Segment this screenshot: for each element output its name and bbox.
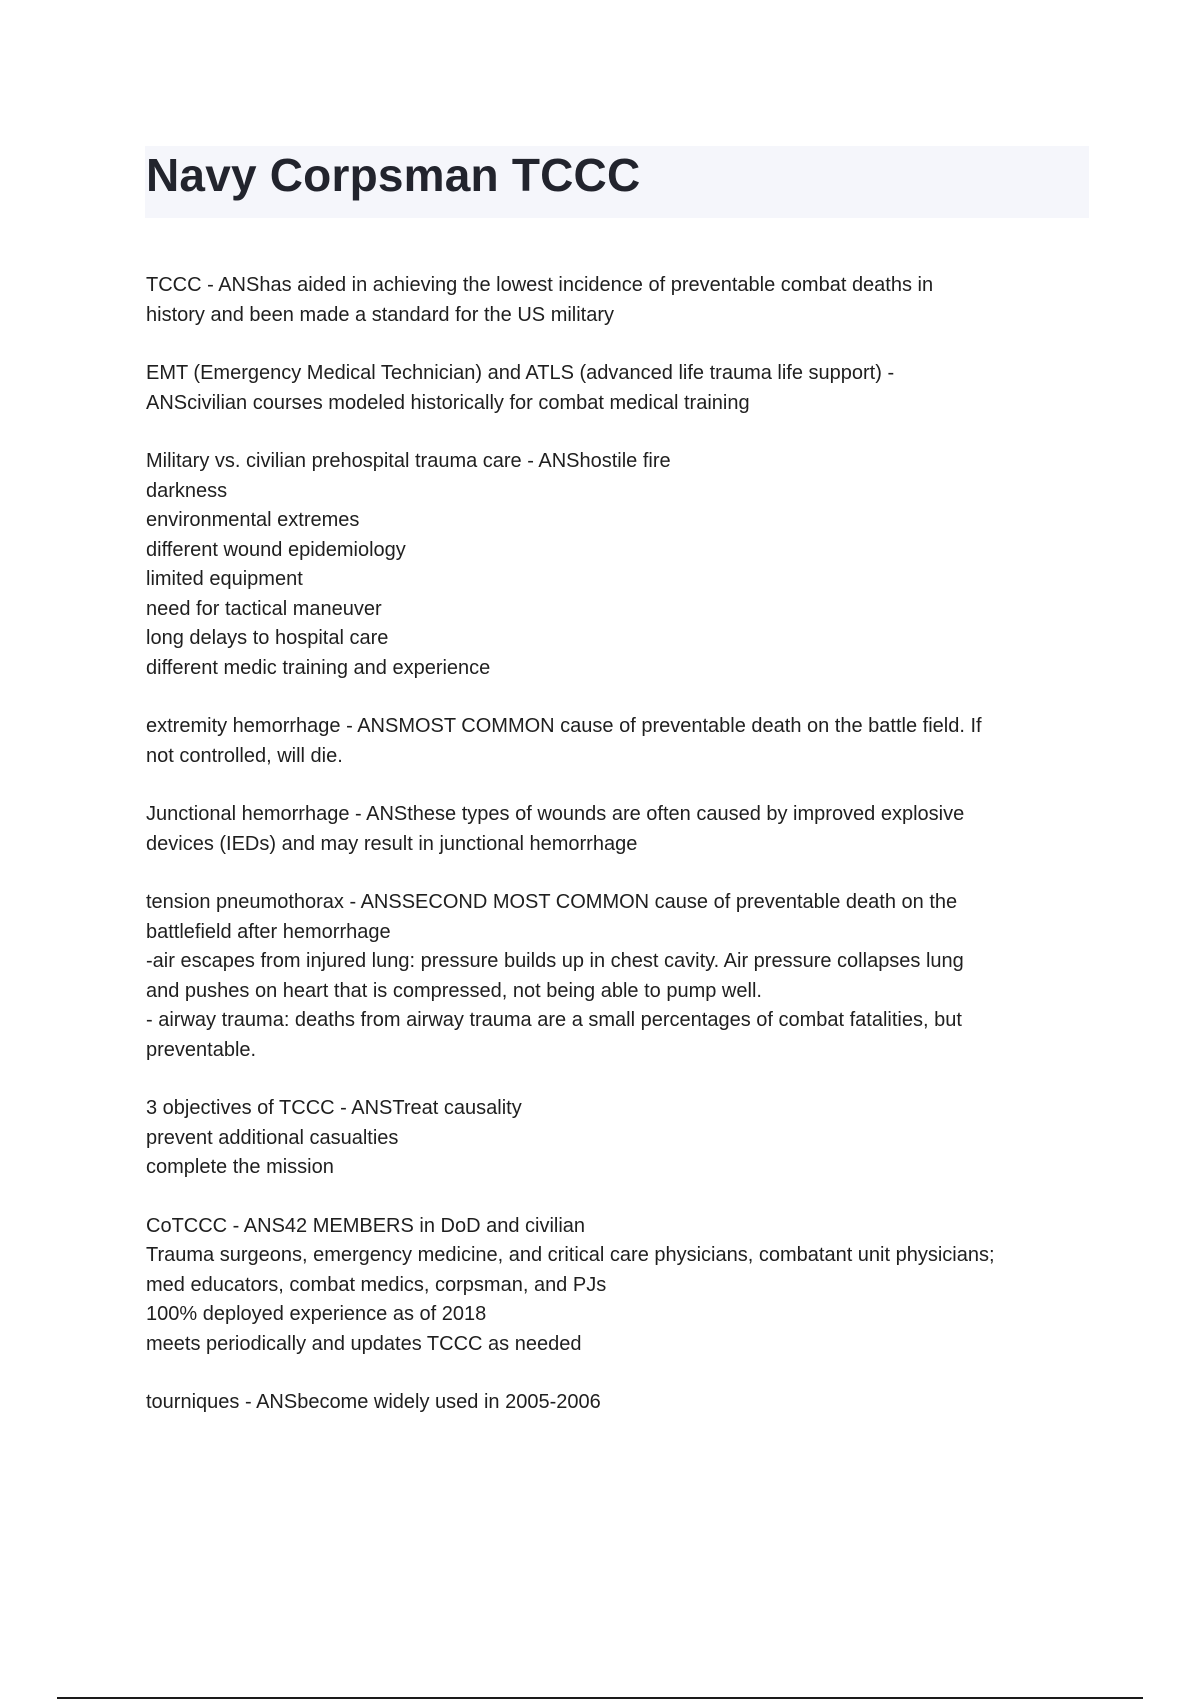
entry-line: different medic training and experience — [146, 656, 491, 679]
entry-line: prevent additional casualties — [146, 1126, 399, 1149]
entry-line: - airway trauma: deaths from airway trauma are a small percentages of combat fatalities, but — [146, 1009, 962, 1031]
qa-entry — [146, 1388, 1096, 1418]
entry-line: devices (IEDs) and may result in junctional hemorrhage — [146, 832, 638, 855]
entry-line: darkness — [146, 479, 228, 502]
entry-line: EMT (Emergency Medical Technician) and ATLS (advanced life trauma life support) - — [146, 362, 895, 384]
qa-entry — [146, 1094, 1096, 1183]
entry-line: 100% deployed experience as of 2018 — [146, 1303, 487, 1325]
entry-line: -air escapes from injured lung: pressure builds up in chest cavity. Air pressure collapses lung — [146, 950, 964, 972]
document-body — [146, 271, 1096, 1447]
entry-line: med educators, combat medics, corpsman, and PJs — [146, 1273, 607, 1296]
qa-entry — [146, 447, 1096, 683]
entry-line: tourniques - ANSbecome widely used in 2005-2006 — [146, 1391, 601, 1413]
entry-line: battlefield after hemorrhage — [146, 920, 391, 943]
entry-line: history and been made a standard for the US military — [146, 303, 615, 326]
qa-entry — [146, 712, 1096, 771]
footer-divider — [57, 1697, 1143, 1699]
entry-line: tension pneumothorax - ANSSECOND MOST COMMON cause of preventable death on the — [146, 891, 958, 913]
qa-entry — [146, 888, 1096, 1065]
entry-line: need for tactical maneuver — [146, 597, 382, 620]
entry-line: Trauma surgeons, emergency medicine, and critical care physicians, combatant unit physicians; — [146, 1244, 995, 1266]
entry-line: preventable. — [146, 1038, 257, 1061]
entry-line: 3 objectives of TCCC - ANSTreat causality — [146, 1097, 522, 1119]
entry-line: meets periodically and updates TCCC as needed — [146, 1332, 582, 1355]
entry-line: limited equipment — [146, 568, 303, 590]
qa-entry — [146, 271, 1096, 330]
qa-entry — [146, 359, 1096, 418]
document-title: Navy Corpsman TCCC — [146, 149, 641, 201]
entry-line: complete the mission — [146, 1156, 334, 1178]
entry-line: CoTCCC - ANS42 MEMBERS in DoD and civilian — [146, 1214, 586, 1237]
qa-entry — [146, 1212, 1096, 1360]
entry-line: different wound epidemiology — [146, 538, 406, 561]
entry-line: and pushes on heart that is compressed, not being able to pump well. — [146, 979, 762, 1002]
entry-line: extremity hemorrhage - ANSMOST COMMON cause of preventable death on the battle field. If — [146, 715, 982, 737]
entry-line: long delays to hospital care — [146, 627, 389, 649]
entry-line: not controlled, will die. — [146, 744, 343, 767]
qa-entry — [146, 800, 1096, 859]
entry-line: TCCC - ANShas aided in achieving the lowest incidence of preventable combat deaths in — [146, 274, 934, 296]
entry-line: Junctional hemorrhage - ANSthese types of wounds are often caused by improved explosive — [146, 803, 965, 825]
entry-line: Military vs. civilian prehospital trauma care - ANShostile fire — [146, 450, 671, 472]
entry-line: environmental extremes — [146, 509, 360, 531]
entry-line: ANScivilian courses modeled historically for combat medical training — [146, 391, 750, 414]
